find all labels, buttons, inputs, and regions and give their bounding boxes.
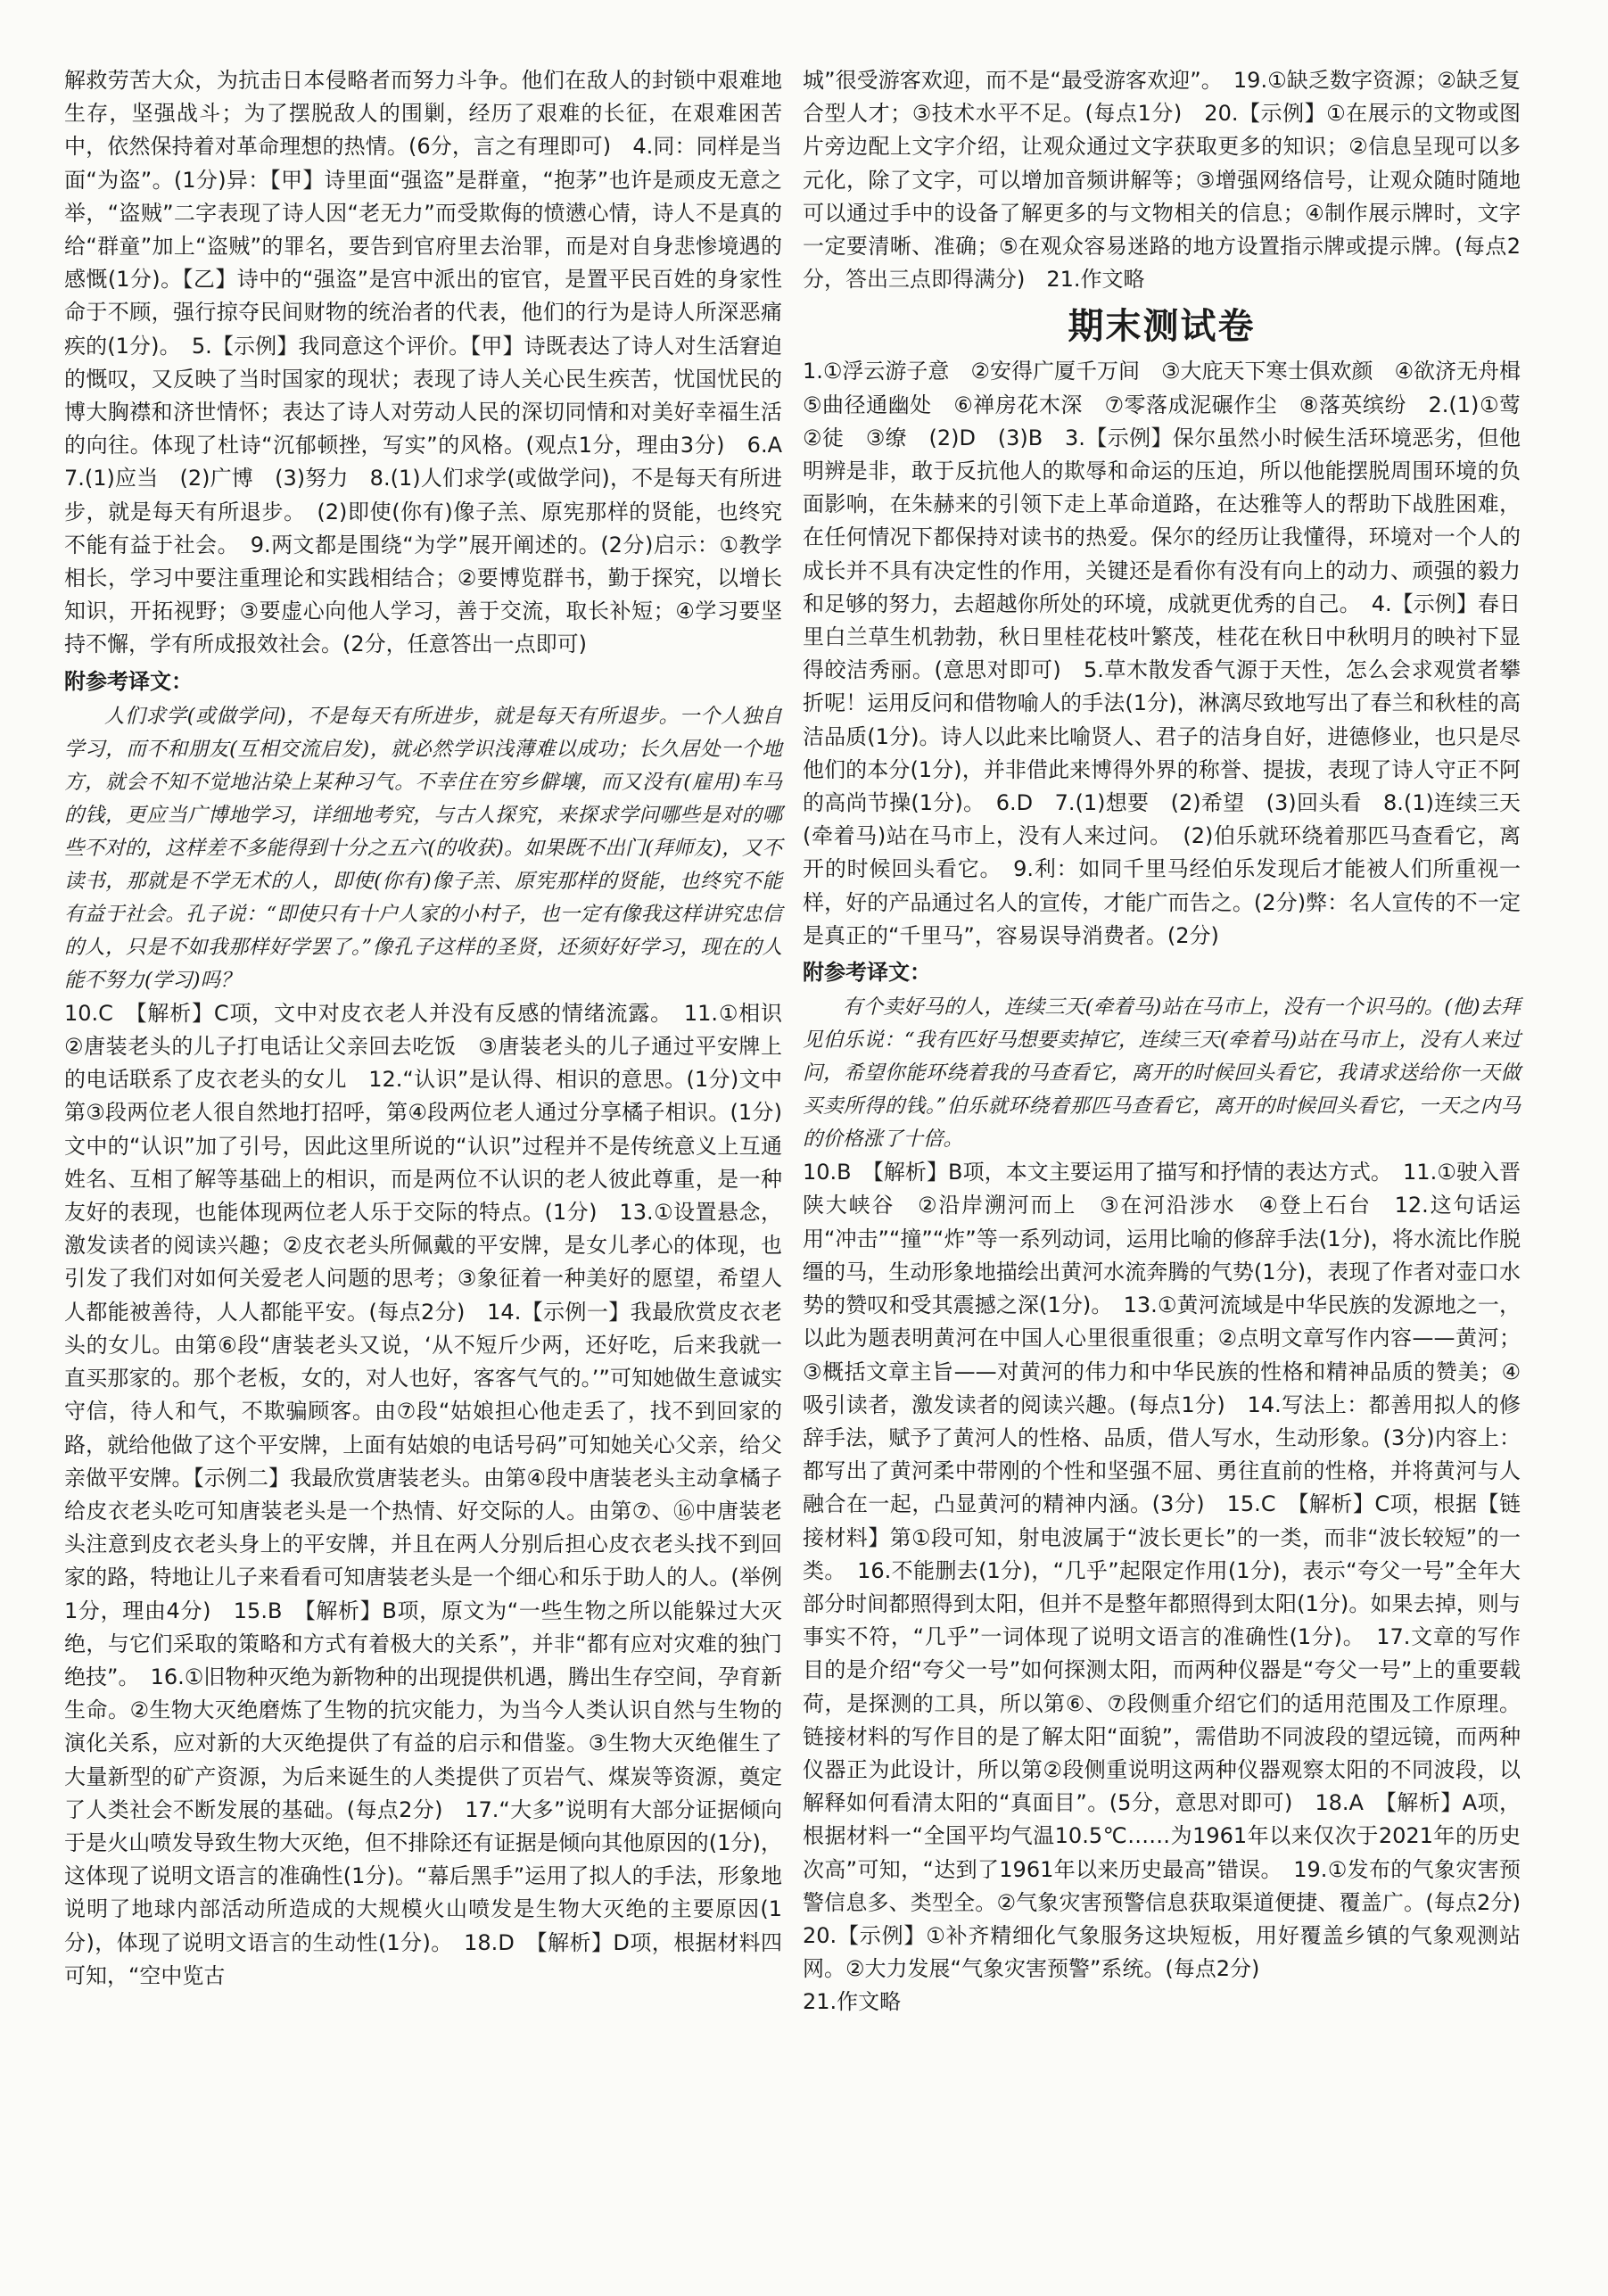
left-column (64, 64, 804, 1993)
reference-translation-text: 有个卖好马的人，连续三天(牵着马)站在马市上，没有一个识马的。(他)去拜见伯乐说：“我有匹好马想要卖掉它，连续三天(牵着马)站在马市上，没有人来过问，希望你能环绕着我的马查看它，离开的时候回头看它，我请求送给你一天做买卖所得的钱。”伯乐就环绕着那匹马查看它，离开的时候回头看它，一天之内马的价格涨了十倍。 (803, 995, 1521, 1152)
left-answers-part-2: 10.C 【解析】C项，文中对皮衣老人并没有反感的情绪流露。 11.①相识 ②唐装老头的儿子打电话让父亲回去吃饭 ③唐装老头的儿子通过平安牌上的电话联系了皮衣老头的女儿 12.“认识”是认得、相识的意思。(1分)文中第③段两位老人很自然地打招呼，第④段两位老人通过分享橘子相识。(1分)文中的“认识”加了引号，因此这里所说的“认识”过程并不是传统意义上互通姓名、互相了解等基础上的相识，而是两位不认识的老人彼此尊重，是一种友好的表现，也能体现两位老人乐于交际的特点。(1分) 13.①设置悬念，激发读者的阅读兴趣；②皮衣老头所佩戴的平安牌，是女儿孝心的体现，也引发了我们对如何关爱老人问题的思考；③象征着一种美好的愿望，希望人人都能被善待，人人都能平安。(每点2分) 14.【示例一】我最欣赏皮衣老头的女儿。由第⑥段“唐装老头又说，‘从不短斤少两，还好吃，后来我就一直买那家的。那个老板，女的，对人也好，客客气气的。’”可知她做生意诚实守信，待人和气，不欺骗顾客。由⑦段“姑娘担心他走丢了，找不到回家的路，就给他做了这个平安牌，上面有姑娘的电话号码”可知她关心父亲，给父亲做平安牌。【示例二】我最欣赏唐装老头。由第④段中唐装老头主动拿橘子给皮衣老头吃可知唐装老头是一个热情、好交际的人。由第⑦、⑯中唐装老头注意到皮衣老头身上的平安牌，并且在两人分别后担心皮衣老头找不到回家的路，特地让儿子来看看可知唐装老头是一个细心和乐于助人的人。(举例1分，理由4分) 15.B 【解析】B项，原文为“一些生物之所以能躲过大灭绝，与它们采取的策略和方式有着极大的关系”，并非“都有应对灾难的独门绝技”。 16.①旧物种灭绝为新物种的出现提供机遇，腾出生存空间，孕育新生命。②生物大灭绝磨炼了生物的抗灾能力，为当今人类认识自然与生物的演化关系，应对新的大灭绝提供了有益的启示和借鉴。③生物大灭绝催生了大量新型的矿产资源，为后来诞生的人类提供了页岩气、煤炭等资源，奠定了人类社会不断发展的基础。(每点2分) 17.“大多”说明有大部分证据倾向于是火山喷发导致生物大灭绝，但不排除还有证据是倾向其他原因的(1分)，这体现了说明文语言的准确性(1分)。“幕后黑手”运用了拟人的手法，形象地说明了地球内部活动所造成的大规模火山喷发是生物大灭绝的主要原因(1分)，体现了说明文语言的生动性(1分)。 18.D 【解析】D项，根据材料四可知，“空中览古 (64, 1000, 804, 1988)
final-exam-answers-part-3: 21.作文略 (803, 1989, 902, 2015)
reference-translation-heading: 附参考译文： (64, 668, 193, 694)
final-exam-answers-part-1: 1.①浮云游子意 ②安得广厦千万间 ③大庇天下寒士俱欢颜 ④欲济无舟楫 ⑤曲径通幽处 ⑥禅房花木深 ⑦零落成泥碾作尘 ⑧落英缤纷 2.(1)①莺 ②徒 ③缭 (2)D (3)B 3.【示例】保尔虽然小时候生活环境恶劣，但他明辨是非，敢于反抗他人的欺辱和命运的压迫，所以他能摆脱周围环境的负面影响，在朱赫来的引领下走上革命道路，在达雅等人的帮助下战胜困难，在任何情况下都保持对读书的热爱。保尔的经历让我懂得，环境对一个人的成长并不具有决定性的作用，关键还是看你有没有向上的动力、顽强的毅力和足够的努力，去超越你所处的环境，成就更优秀的自己。 4.【示例】春日里白兰草生机勃勃，秋日里桂花枝叶繁茂，桂花在秋日中秋明月的映衬下显得皎洁秀丽。(意思对即可) 5.草木散发香气源于天性，怎么会求观赏者攀折呢！运用反问和借物喻人的手法(1分)，淋漓尽致地写出了春兰和秋桂的高洁品质(1分)。诗人以此来比喻贤人、君子的洁身自好，进德修业，也只是尽他们的本分(1分)，并非借此来博得外界的称誉、提拔，表现了诗人守正不阿的高尚节操(1分)。 6.D 7.(1)想要 (2)希望 (3)回头看 8.(1)连续三天(牵着马)站在马市上，没有人来过问。 (2)伯乐就环绕着那匹马查看它，离开的时候回头看它。 9.利：如同千里马经伯乐发现后才能被人们所重视一样，好的产品通过名人的宣传，才能广而告之。(2分)弊：名人宣传的不一定是真正的“千里马”，容易误导消费者。(2分) (803, 359, 1542, 948)
reference-translation-heading: 附参考译文： (803, 960, 931, 986)
right-column (803, 64, 1542, 2019)
left-answers-part-1: 解救劳苦大众，为抗击日本侵略者而努力斗争。他们在敌人的封锁中艰难地生存，坚强战斗；为了摆脱敌人的围剿，经历了艰难的长征，在艰难困苦中，依然保持着对革命理想的热情。(6分，言之有理即可) 4.同：同样是当面“为盗”。(1分)异：【甲】诗里面“强盗”是群童，“抱茅”也许是顽皮无意之举，“盗贼”二字表现了诗人因“老无力”而受欺侮的愤懑心情，诗人不是真的给“群童”加上“盗贼”的罪名，要告到官府里去治罪，而是对自身悲惨境遇的感慨(1分)。【乙】诗中的“强盗”是宫中派出的宦官，是置平民百姓的身家性命于不顾，强行掠夺民间财物的统治者的代表，他们的行为是诗人所深恶痛疾的(1分)。 5.【示例】我同意这个评价。【甲】诗既表达了诗人对生活窘迫的慨叹，又反映了当时国家的现状；表现了诗人关心民生疾苦，忧国忧民的博大胸襟和济世情怀；表达了诗人对劳动人民的深切同情和对美好幸福生活的向往。体现了杜诗“沉郁顿挫，写实”的风格。(观点1分，理由3分) 6.A 7.(1)应当 (2)广博 (3)努力 8.(1)人们求学(或做学问)，不是每天有所进步，就是每天有所退步。 (2)即使(你有)像子羔、原宪那样的贤能，也终究不能有益于社会。 9.两文都是围绕“为学”展开阐述的。(2分)启示：①教学相长，学习中要注重理论和实践相结合；②要博览群书，勤于探究，以增长知识，开拓视野；③要虚心向他人学习，善于交流，取长补短；④学习要坚持不懈，学有所成报效社会。(2分，任意答出一点即可) (64, 68, 804, 657)
final-exam-title: 期末测试卷 (1068, 305, 1256, 348)
reference-translation-text: 人们求学(或做学问)，不是每天有所进步，就是每天有所退步。一个人独自学习，而不和朋友(互相交流启发)，就必然学识浅薄难以成功；长久居处一个地方，就会不知不觉地沾染上某种习气。不幸住在穷乡僻壤，而又没有(雇用)车马的钱，更应当广博地学习，详细地考究，与古人探究，来探求学问哪些是对的哪些不对的，这样差不多能得到十分之五六(的收获)。如果既不出门(拜师友)，又不读书，那就是不学无术的人，即使(你有)像子羔、原宪那样的贤能，也终究不能有益于社会。孔子说：“即使只有十户人家的小村子，也一定有像我这样讲究忠信的人，只是不如我那样好学罢了。”像孔子这样的圣贤，还须好好学习，现在的人能不努力(学习)吗？ (64, 704, 782, 992)
right-answers-part-1: 城”很受游客欢迎，而不是“最受游客欢迎”。 19.①缺乏数字资源；②缺乏复合型人才；③技术水平不足。(每点1分) 20.【示例】①在展示的文物或图片旁边配上文字介绍，让观众通过文字获取更多的知识；②信息呈现可以多元化，除了文字，可以增加音频讲解等；③增强网络信号，让观众随时随地可以通过手中的设备了解更多的与文物相关的信息；④制作展示牌时，文字一定要清晰、准确；⑤在观众容易迷路的地方设置指示牌或提示牌。(每点2分，答出三点即得满分) 21.作文略 (803, 68, 1521, 293)
final-exam-answers-part-2: 10.B 【解析】B项，本文主要运用了描写和抒情的表达方式。 11.①驶入晋陕大峡谷 ②沿岸溯河而上 ③在河沿涉水 ④登上石台 12.这句话运用“冲击”“撞”“炸”等一系列动词，运用比喻的修辞手法(1分)，将水流比作脱缰的马，生动形象地描绘出黄河水流奔腾的气势(1分)，表现了作者对壶口水势的赞叹和受其震撼之深(1分)。 13.①黄河流域是中华民族的发源地之一，以此为题表明黄河在中国人心里很重很重；②点明文章写作内容——黄河；③概括文章主旨——对黄河的伟力和中华民族的性格和精神品质的赞美；④吸引读者，激发读者的阅读兴趣。(每点1分) 14.写法上：都善用拟人的修辞手法，赋予了黄河人的性格、品质，借人写水，生动形象。(3分)内容上：都写出了黄河柔中带刚的个性和坚强不屈、勇往直前的性格，并将黄河与人融合在一起，凸显黄河的精神内涵。(3分) 15.C 【解析】C项，根据【链接材料】第①段可知，射电波属于“波长更长”的一类，而非“波长较短”的一类。 16.不能删去(1分)，“几乎”起限定作用(1分)，表示“夸父一号”全年大部分时间都照得到太阳，但并不是整年都照得到太阳(1分)。如果去掉，则与事实不符，“几乎”一词体现了说明文语言的准确性(1分)。 17.文章的写作目的是介绍“夸父一号”如何探测太阳，而两种仪器是“夸父一号”上的重要载荷，是探测的工具，所以第⑥、⑦段侧重介绍它们的适用范围及工作原理。链接材料的写作目的是了解太阳“面貌”，需借助不同波段的望远镜，而两种仪器正为此设计，所以第②段侧重说明这两种仪器观察太阳的不同波段，以解释如何看清太阳的“真面目”。(5分，意思对即可) 18.A 【解析】A项，根据材料一“全国平均气温10.5℃……为1961年以来仅次于2021年的历史次高”可知，“达到了1961年以来历史最高”错误。 19.①发布的气象灾害预警信息多、类型全。②气象灾害预警信息获取渠道便捷、覆盖广。(每点2分) 20.【示例】①补齐精细化气象服务这块短板，用好覆盖乡镇的气象观测站网。②大力发展“气象灾害预警”系统。(每点2分) (803, 1160, 1542, 1982)
